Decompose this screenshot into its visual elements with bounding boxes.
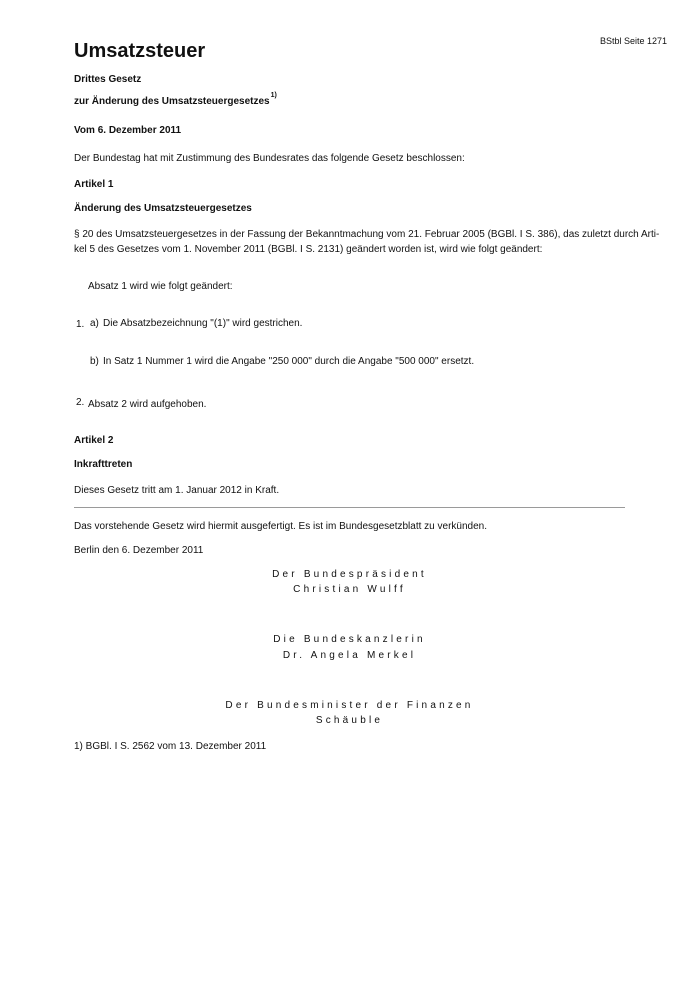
subtitle-line1: Drittes Gesetz [74,74,142,85]
article2-heading: Inkrafttreten [74,459,133,470]
page-reference: BStbl Seite 1271 [599,36,667,46]
item1-b-text: In Satz 1 Nummer 1 wird die Angabe "250 000" durch die Angabe "500 000" ersetzt. [103,356,475,367]
article1-label: Artikel 1 [74,179,114,190]
item1-a-text: Die Absatzbezeichnung "(1)" wird gestrichen. [103,318,303,329]
signatory-1-name: Christian Wulff [293,584,406,595]
item1-intro: Absatz 1 wird wie folgt geändert: [88,281,233,292]
signatory-3-role: Der Bundesminister der Finanzen [225,700,474,711]
intro-text: Der Bundestag hat mit Zustimmung des Bundesrates das folgende Gesetz beschlossen: [74,153,465,164]
article1-text-line1: § 20 des Umsatzsteuergesetzes in der Fassung der Bekanntmachung vom 21. Februar 2005 (BGBl. I S. 386), das zuletzt durch Arti- [74,229,660,240]
item2-number: 2. [76,397,85,408]
subtitle-text: zur Änderung des Umsatzsteuergesetzes [74,96,270,107]
promulgation-text: Das vorstehende Gesetz wird hiermit ausgefertigt. Es ist im Bundesgesetzblatt zu verkünden. [74,521,487,532]
footnote-marker: 1) [270,92,277,99]
subtitle-line2 [74,92,277,107]
item1-a-label: a) [90,318,99,329]
article1-heading: Änderung des Umsatzsteuergesetzes [74,203,252,214]
item1-number: 1. [76,319,85,330]
divider [74,507,625,508]
place-date: Berlin den 6. Dezember 2011 [74,545,204,556]
page-title: Umsatzsteuer [74,40,206,62]
item2-text: Absatz 2 wird aufgehoben. [88,399,207,410]
signatory-2-name: Dr. Angela Merkel [282,650,417,661]
article2-text: Dieses Gesetz tritt am 1. Januar 2012 in Kraft. [74,485,280,496]
date-line: Vom 6. Dezember 2011 [74,125,182,136]
signatory-3-name: Schäuble [315,715,384,726]
item1-b-label: b) [90,356,99,367]
signatory-2-role: Die Bundeskanzlerin [273,634,426,645]
article2-label: Artikel 2 [74,435,114,446]
signatory-1-role: Der Bundespräsident [272,569,427,580]
article1-text-line2: kel 5 des Gesetzes vom 1. November 2011 (BGBl. I S. 2131) geändert worden ist, wird wie folgt geändert: [74,244,543,255]
footnote: 1) BGBl. I S. 2562 vom 13. Dezember 2011 [74,741,267,752]
